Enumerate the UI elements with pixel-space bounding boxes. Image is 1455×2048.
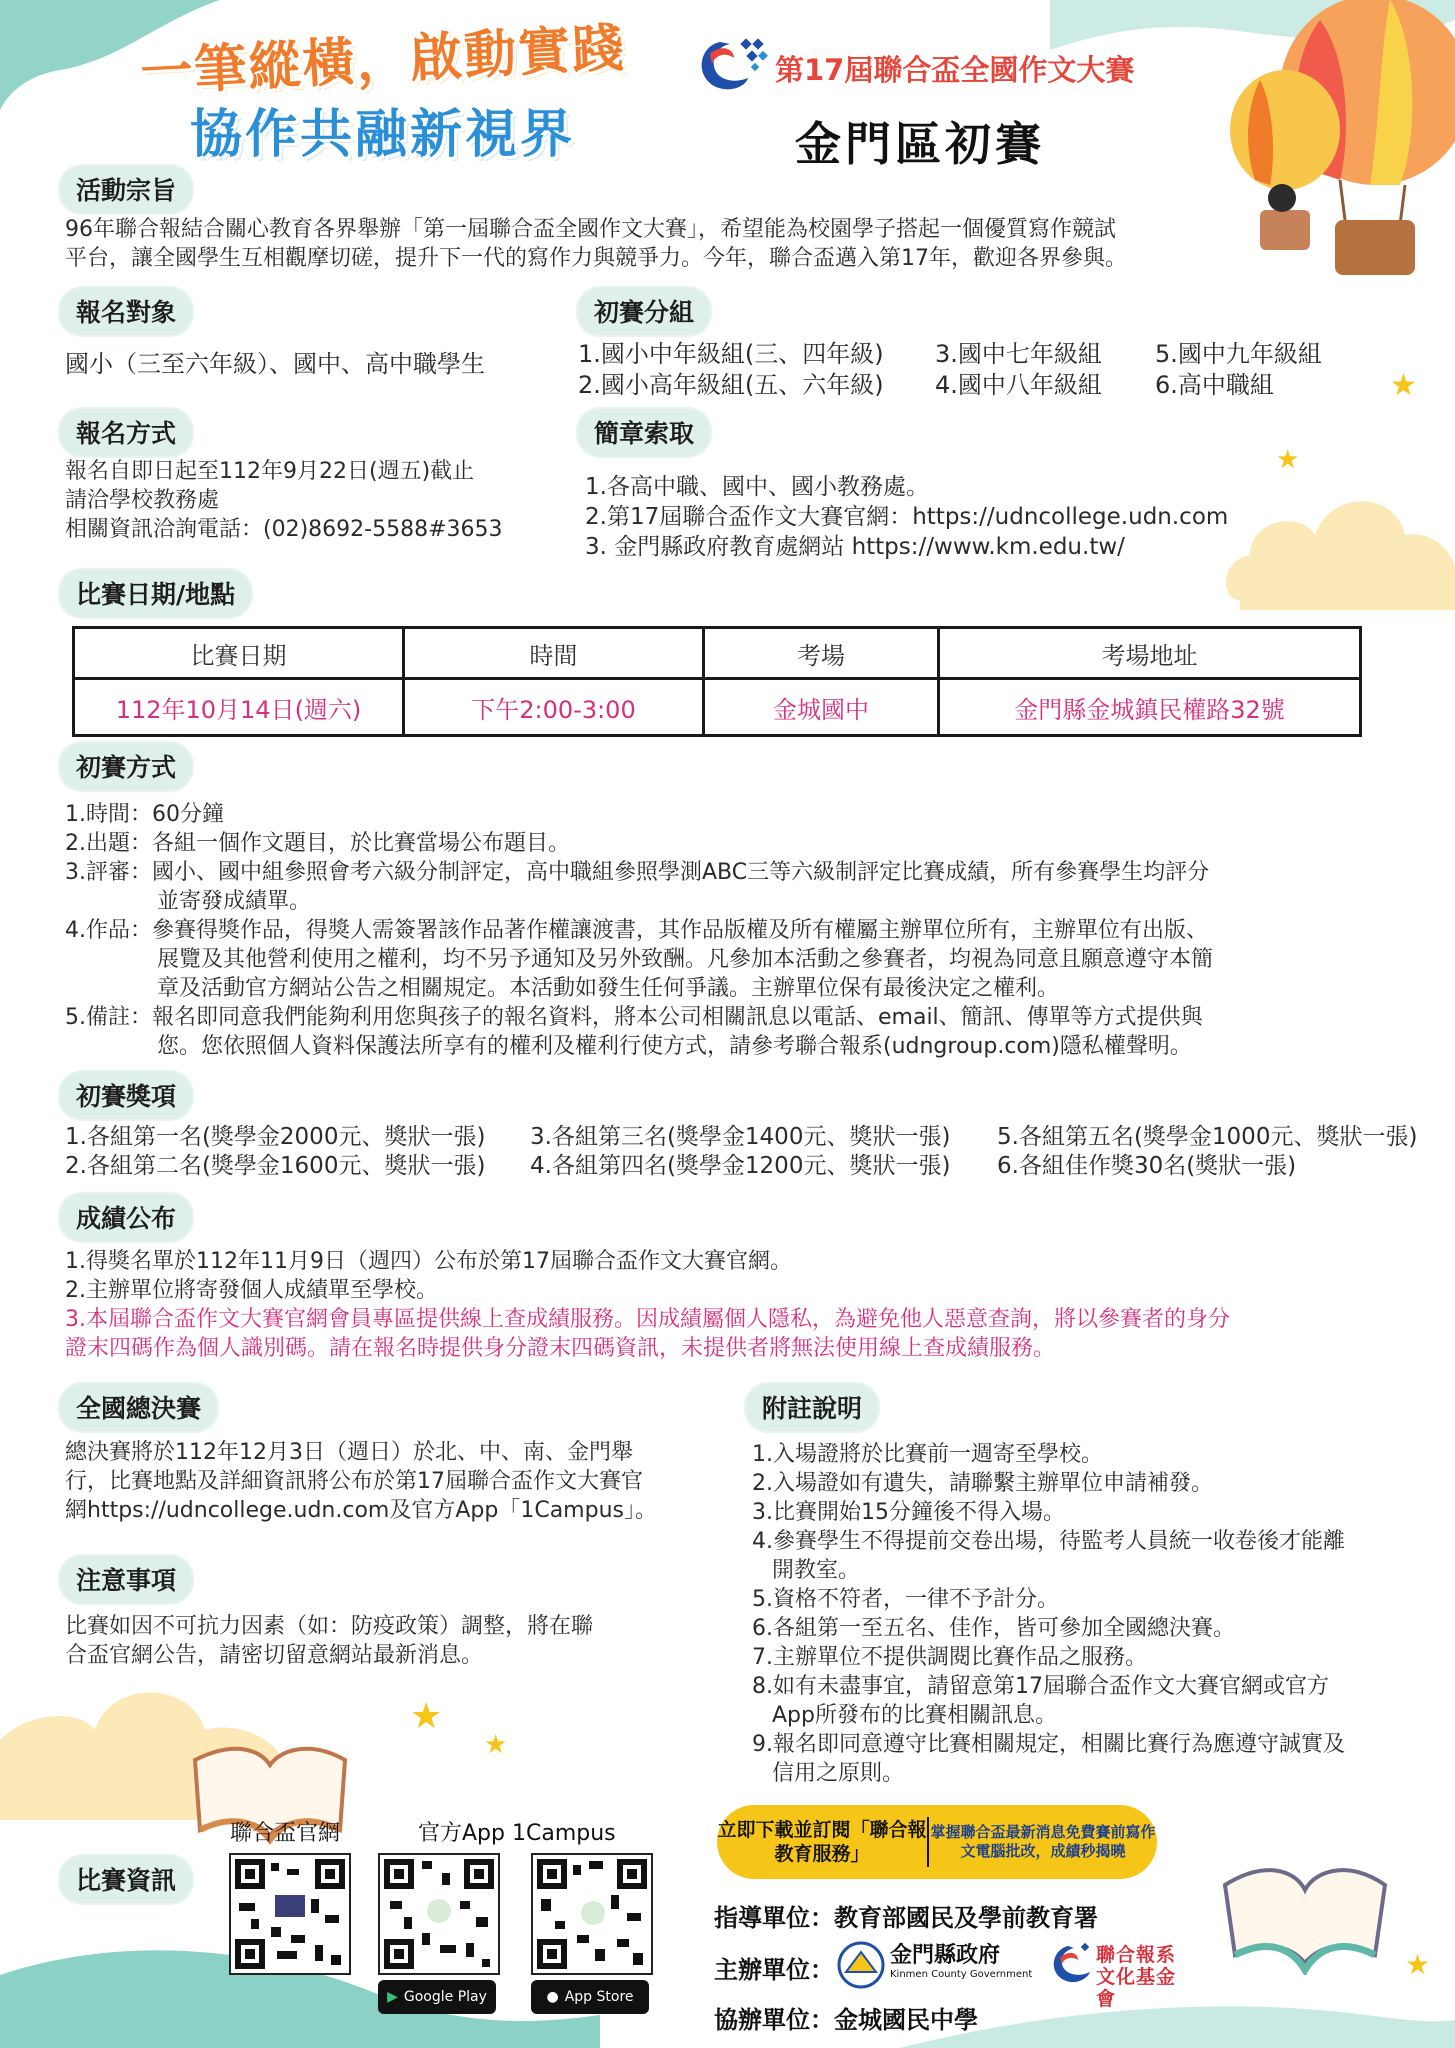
award-item: 3.各組第三名(獎學金1400元、獎狀一張) (530, 1124, 951, 1150)
method-item-cont: 展覽及其他營利使用之權利，均不另予通知及另外致酬。凡參加本活動之參賽者，均視為同意且願意遵守本簡 (157, 947, 1214, 972)
registration-line: 請洽學校教務處 (65, 488, 220, 513)
group-item: 5.國中九年級組 (1155, 340, 1322, 368)
method-item: 3.評審：國小、國中組參照會考六級分制評定，高中職組參照學測ABC三等六級制評定比賽成績，所有參賽學生均評分 (65, 860, 1210, 885)
google-play-button[interactable] (378, 1980, 496, 2014)
purpose-heading: 活動宗旨 (60, 166, 192, 213)
method-item-cont: 並寄發成績單。 (157, 889, 312, 914)
finals-line: 行，比賽地點及詳細資訊將公布於第17屆聯合盃作文大賽官 (65, 1469, 643, 1494)
brochure-link-line[interactable]: 2.第17屆聯合盃作文大賽官網：https://udncollege.udn.com (585, 504, 1229, 530)
notice-text (65, 1612, 593, 1670)
finals-heading: 全國總決賽 (60, 1384, 217, 1431)
brochure-link-line[interactable]: 3. 金門縣政府教育處網站 https://www.km.edu.tw/ (585, 534, 1125, 560)
star-icon: ★ (1390, 368, 1417, 403)
group-item: 6.高中職組 (1155, 371, 1274, 399)
registration-heading: 報名方式 (60, 409, 192, 456)
awards-col-1 (65, 1123, 485, 1181)
groups-col-1 (578, 339, 884, 401)
promo-benefit-text: 掌握聯合盃最新消息免費賽前寫作文電腦批改，成績秒揭曉 (930, 1823, 1156, 1860)
schedule-date: 112年10月14日(週六) (74, 679, 404, 736)
group-item: 1.國小中年級組(三、四年級) (578, 340, 884, 368)
schedule-header-address: 考場地址 (939, 628, 1361, 679)
small-balloon-illustration (1220, 70, 1350, 270)
note-item-cont: App所發布的比賽相關訊息。 (772, 1703, 1057, 1728)
slogan-line-1: 一筆縱橫，啟動實踐 (139, 18, 628, 104)
qr-label-website: 聯合盃官網 (230, 1821, 341, 1846)
udn-foundation-logo-icon (1046, 1942, 1094, 1986)
notes-list (752, 1440, 1345, 1788)
groups-col-2 (935, 339, 1102, 401)
registration-line: 相關資訊洽詢電話：(02)8692-5588#3653 (65, 517, 503, 542)
host-unit-label: 主辦單位： (714, 1956, 834, 1984)
note-item: 4.參賽學生不得提前交卷出場，待監考人員統一收卷後才能離 (752, 1529, 1345, 1554)
results-item: 2.主辦單位將寄發個人成績單至學校。 (65, 1278, 438, 1303)
schedule-header-venue: 考場 (704, 628, 939, 679)
android-app-qr-code-icon[interactable] (378, 1853, 500, 1975)
award-item: 1.各組第一名(獎學金2000元、獎狀一張) (65, 1124, 486, 1150)
awards-heading: 初賽獎項 (60, 1072, 192, 1119)
notice-heading: 注意事項 (60, 1556, 192, 1603)
awards-col-3 (997, 1123, 1417, 1181)
notice-line: 合盃官網公告，請密切留意網站最新消息。 (65, 1643, 484, 1668)
group-item: 4.國中八年級組 (935, 371, 1102, 399)
open-book-right-illustration (1215, 1845, 1395, 1975)
schedule-address: 金門縣金城鎮民權路32號 (939, 679, 1361, 736)
ios-app-qr-code-icon[interactable] (531, 1853, 653, 1975)
note-item: 5.資格不符者，一律不予計分。 (752, 1587, 1059, 1612)
google-play-icon: ▶ (387, 1989, 398, 2005)
schedule-venue: 金城國中 (704, 679, 939, 736)
method-item: 1.時間：60分鐘 (65, 802, 224, 827)
results-highlight: 3.本屆聯合盃作文大賽官網會員專區提供線上查成績服務。因成績屬個人隱私，為避免他人惡意查詢，將以參賽者的身分 (65, 1307, 1230, 1332)
schedule-header-row (74, 628, 1361, 679)
apple-icon: ● (546, 1989, 559, 2005)
star-icon: ★ (484, 1730, 508, 1760)
group-item: 2.國小高年級組(五、六年級) (578, 371, 884, 399)
region-title: 金門區初賽 (795, 117, 1045, 171)
notice-line: 比賽如因不可抗力因素（如：防疫政策）調整，將在聯 (65, 1614, 594, 1639)
method-item-cont: 章及活動官方網站公告之相關規定。本活動如發生任何爭議。主辦單位保有最後決定之權利。 (157, 976, 1060, 1001)
finals-text (65, 1438, 657, 1525)
kinmen-government-english-name: Kinmen County Government (890, 1969, 1033, 1980)
info-heading: 比賽資訊 (60, 1856, 192, 1903)
guide-unit: 指導單位：教育部國民及學前教育署 (714, 1904, 1098, 1932)
method-item: 2.出題：各組一個作文題目，於比賽當場公布題目。 (65, 831, 570, 856)
award-item: 6.各組佳作獎30名(獎狀一張) (997, 1153, 1297, 1179)
google-play-label: Google Play (403, 1989, 487, 2005)
website-qr-code-icon[interactable] (229, 1853, 351, 1975)
method-item-cont: 您。您依照個人資料保護法所享有的權利及權利行使方式，請參考聯合報系(udngroup.com)隱私權聲明。 (157, 1034, 1192, 1059)
udn-logo-icon (690, 34, 770, 96)
udn-foundation-logo-text: 聯合報系文化基金會 (1096, 1944, 1177, 2010)
eligibility-text: 國小（三至六年級）、國中、高中職學生 (65, 350, 485, 378)
finals-line: 總決賽將於112年12月3日（週日）於北、中、南、金門舉 (65, 1440, 633, 1465)
method-list (65, 800, 1213, 1061)
award-item: 5.各組第五名(獎學金1000元、獎狀一張) (997, 1124, 1418, 1150)
awards-col-2 (530, 1123, 950, 1181)
note-item: 9.報名即同意遵守比賽相關規定，相關比賽行為應遵守誠實及 (752, 1732, 1345, 1757)
star-icon: ★ (410, 1696, 443, 1737)
results-highlight: 證末四碼作為個人識別碼。請在報名時提供身分證末四碼資訊，未提供者將無法使用線上查成績服務。 (65, 1336, 1056, 1361)
registration-text (65, 457, 503, 544)
group-item: 3.國中七年級組 (935, 340, 1102, 368)
note-item-cont: 開教室。 (772, 1558, 861, 1583)
note-item: 1.入場證將於比賽前一週寄至學校。 (752, 1442, 1103, 1467)
star-icon: ★ (1405, 1948, 1431, 1981)
purpose-text (65, 215, 1127, 273)
brochure-heading: 簡章索取 (578, 409, 710, 456)
co-organizer: 協辦單位：金城國民中學 (714, 2006, 978, 2034)
eligibility-heading: 報名對象 (60, 288, 192, 335)
schedule-table (72, 626, 1362, 737)
note-item: 3.比賽開始15分鐘後不得入場。 (752, 1500, 1065, 1525)
notes-heading: 附註說明 (746, 1384, 878, 1431)
results-list (65, 1247, 1230, 1363)
purpose-line: 96年聯合報結合關心教育各界舉辦「第一屆聯合盃全國作文大賽」，希望能為校園學子搭起一個優質寫作競試 (65, 217, 1116, 242)
slogan-line-2: 協作共融新視界 (190, 105, 576, 165)
kinmen-government-logo-text (890, 1938, 1032, 1980)
qr-label-app: 官方App 1Campus (418, 1821, 616, 1846)
schedule-time: 下午2:00-3:00 (404, 679, 704, 736)
award-item: 2.各組第二名(獎學金1600元、獎狀一張) (65, 1153, 486, 1179)
star-icon: ★ (1276, 445, 1300, 475)
schedule-header-time: 時間 (404, 628, 704, 679)
schedule-header-date: 比賽日期 (74, 628, 404, 679)
kinmen-government-name: 金門縣政府 (890, 1942, 1001, 1968)
groups-col-3 (1155, 339, 1322, 401)
note-item-cont: 信用之原則。 (772, 1761, 905, 1786)
method-heading: 初賽方式 (60, 743, 192, 790)
registration-line: 報名自即日起至112年9月22日(週五)截止 (65, 459, 475, 484)
groups-heading: 初賽分組 (578, 288, 710, 335)
results-heading: 成績公布 (60, 1194, 192, 1241)
note-item: 6.各組第一至五名、佳作，皆可參加全國總決賽。 (752, 1616, 1235, 1641)
note-item: 8.如有未盡事宜，請留意第17屆聯合盃作文大賽官網或官方 (752, 1674, 1329, 1699)
note-item: 7.主辦單位不提供調閱比賽作品之服務。 (752, 1645, 1147, 1670)
method-item: 4.作品：參賽得獎作品，得獎人需簽署該作品著作權讓渡書，其作品版權及所有權屬主辦單位所有，主辦單位有出版、 (65, 918, 1208, 943)
finals-line: 網https://udncollege.udn.com及官方App「1Campus」。 (65, 1498, 657, 1523)
cloud-right-decoration (1220, 460, 1455, 610)
note-item: 2.入場證如有遺失，請聯繫主辦單位申請補發。 (752, 1471, 1213, 1496)
purpose-line: 平台，讓全國學生互相觀摩切磋，提升下一代的寫作力與競爭力。今年，聯合盃邁入第17年，歡迎各界參與。 (65, 246, 1127, 271)
subscribe-promo-banner[interactable] (717, 1805, 1157, 1879)
results-item: 1.得獎名單於112年11月9日（週四）公布於第17屆聯合盃作文大賽官網。 (65, 1249, 792, 1274)
app-store-label: App Store (564, 1989, 634, 2005)
promo-subscribe-text: 立即下載並訂閱「聯合報教育服務」 (717, 1819, 927, 1865)
award-item: 4.各組第四名(獎學金1200元、獎狀一張) (530, 1153, 951, 1179)
method-item: 5.備註：報名即同意我們能夠利用您與孩子的報名資料，將本公司相關訊息以電話、email、簡訊、傳單等方式提供與 (65, 1005, 1203, 1030)
app-store-button[interactable] (531, 1980, 649, 2014)
kinmen-government-seal-icon (836, 1940, 886, 1990)
brochure-text (585, 472, 1228, 562)
schedule-heading: 比賽日期/地點 (60, 570, 251, 617)
contest-title: 第17屆聯合盃全國作文大賽 (775, 53, 1135, 87)
brochure-line: 1.各高中職、國中、國小教務處。 (585, 474, 929, 500)
schedule-data-row (74, 679, 1361, 736)
